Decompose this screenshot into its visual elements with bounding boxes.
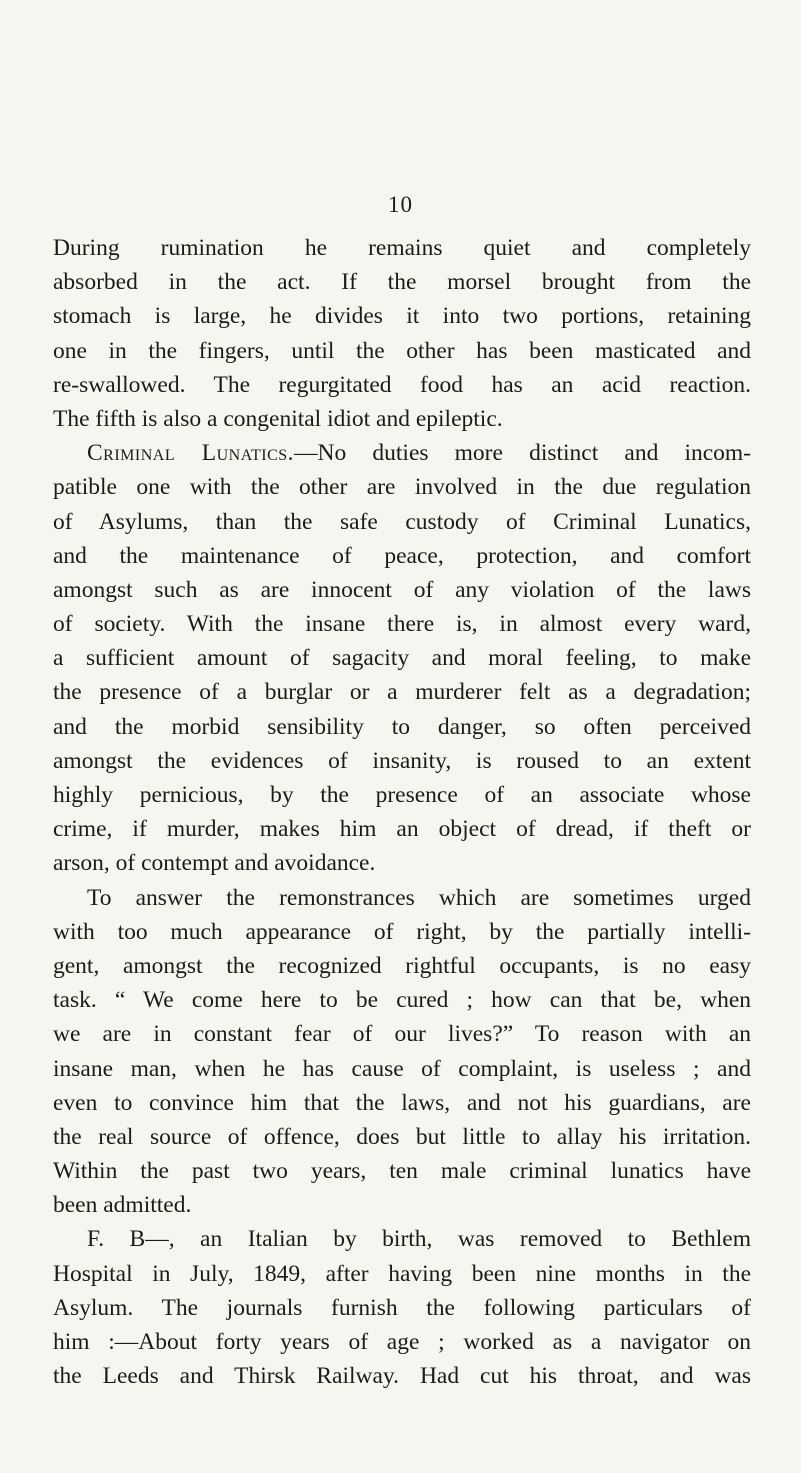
text-line-1: During rumination he remains quiet and completely — [53, 235, 751, 261]
text-line-5: re-swallowed. The regurgitated food has an acid reaction. — [53, 371, 751, 398]
body-text — [53, 231, 751, 1393]
text-line-25: insane man, when he has cause of complaint, is useless ; and — [53, 1055, 751, 1082]
text-line-7-rest: —No duties more distinct and incom- — [294, 440, 751, 467]
text-line-24: we are in constant fear of our lives?” To reason with an — [53, 1021, 751, 1048]
text-line-29: been admitted. — [53, 1192, 192, 1219]
text-line-9: of Asylums, than the safe custody of Criminal Lunatics, — [53, 508, 751, 535]
text-line-17: highly pernicious, by the presence of an associate whose — [53, 782, 751, 808]
text-line-15: and the morbid sensibility to danger, so often perceived — [53, 713, 751, 740]
text-line-14: the presence of a burglar or a murderer felt as a degradation; — [53, 679, 751, 706]
text-line-18: crime, if murder, makes him an object of dread, if theft or — [53, 816, 751, 843]
text-line-30: F. B—, an Italian by birth, was removed to Bethlem — [87, 1226, 751, 1253]
text-line-26: even to convince him that the laws, and not his guardians, are — [53, 1089, 751, 1116]
text-line-22: gent, amongst the recognized rightful occupants, is no easy — [53, 952, 751, 979]
text-line-23: task. “ We come here to be cured ; how can that be, when — [53, 987, 751, 1014]
text-line-13: a sufficient amount of sagacity and moral feeling, to make — [53, 645, 751, 672]
text-line-33: him :—About forty years of age ; worked as a navigator on — [53, 1329, 751, 1355]
text-line-28: Within the past two years, ten male criminal lunatics have — [53, 1158, 751, 1185]
text-line-32: Asylum. The journals furnish the following particulars of — [53, 1294, 751, 1321]
text-line-11: amongst such as are innocent of any violation of the laws — [53, 576, 751, 603]
text-line-27: the real source of offence, does but little to allay his irritation. — [53, 1123, 751, 1150]
text-line-34: the Leeds and Thirsk Railway. Had cut his throat, and was — [53, 1363, 751, 1390]
text-line-4: one in the fingers, until the other has been masticated and — [53, 337, 751, 364]
text-line-7 — [53, 436, 751, 470]
text-line-31: Hospital in July, 1849, after having been nine months in the — [53, 1260, 751, 1287]
text-line-8: patible one with the other are involved in the due regulation — [53, 474, 751, 501]
text-line-3: stomach is large, he divides it into two portions, retaining — [53, 303, 751, 330]
section-heading: Criminal Lunatics. — [87, 440, 295, 467]
text-line-16: amongst the evidences of insanity, is roused to an extent — [53, 747, 751, 774]
text-line-10: and the maintenance of peace, protection, and comfort — [53, 542, 751, 569]
text-line-2: absorbed in the act. If the morsel brought from the — [53, 269, 751, 296]
page-number: 10 — [388, 192, 413, 217]
text-line-21: with too much appearance of right, by the partially intelli- — [53, 918, 751, 945]
text-line-6: The fifth is also a congenital idiot and epileptic. — [53, 405, 503, 432]
text-line-12: of society. With the insane there is, in almost every ward, — [53, 611, 751, 638]
text-line-19: arson, of contempt and avoidance. — [53, 850, 376, 877]
text-line-20: To answer the remonstrances which are sometimes urged — [87, 884, 751, 911]
